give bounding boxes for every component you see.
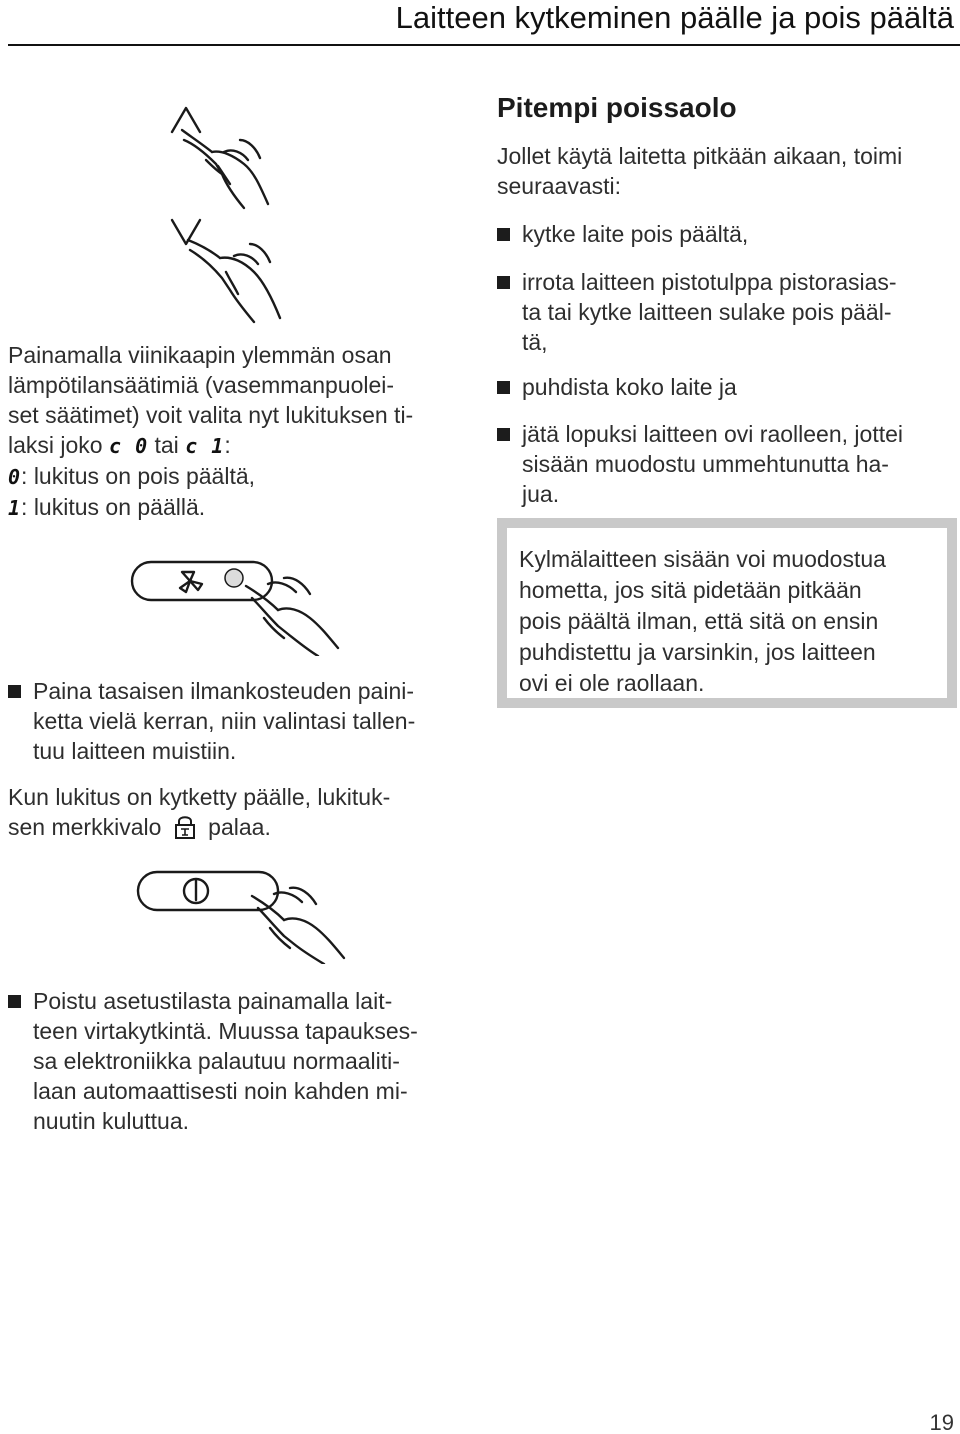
text-line: 0: lukitus on pois päältä, [8,463,256,489]
text-line: sa elektroniikka palautuu normaaliti- [33,1048,400,1074]
page-number: 19 [929,1410,954,1434]
text-line: Painamalla viinikaapin ylemmän osan [8,342,392,368]
text-line: irrota laitteen pistotulppa pistorasias- [522,269,897,295]
pointing-hand-icon [246,578,338,656]
text-line: Poistu asetustilasta painamalla lait- [33,988,393,1014]
bullet-icon [8,685,21,698]
title-divider [8,44,960,46]
absence-intro-paragraph [497,141,957,201]
text-line: pois päältä ilman, että sitä on ensin [519,608,879,634]
text-line: sisään muodostu ummehtunutta ha- [522,451,889,477]
text-line: Kylmälaitteen sisään voi muodostua [519,546,886,572]
indicator-light [225,569,243,587]
power-button-illustration [134,868,364,964]
bullet-icon [8,995,21,1008]
lock-indicator-paragraph [8,782,478,842]
lock-intro-paragraph [8,340,478,523]
humidity-button-illustration [128,556,358,656]
text-line: puhdistettu ja varsinkin, jos laitteen [519,639,876,665]
bullet-icon [497,428,510,441]
down-arrow-icon [172,220,200,244]
text-line: 1: lukitus on päällä. [8,494,206,520]
text-line: tä, [522,329,548,355]
display-code-c0: c 0 [108,434,149,458]
text-line: laksi joko c 0 tai c 1: [8,432,231,458]
text-line: nuutin kuluttua. [33,1108,190,1134]
text-line: ta tai kytke laitteen sulake pois pääl- [522,299,892,325]
bullet-icon [497,228,510,241]
bullet-icon [497,381,510,394]
text-line: tuu laitteen muistiin. [33,738,237,764]
list-item [497,219,957,249]
list-item [8,676,478,766]
warning-note-box [497,518,957,708]
text-line: sen merkkivalo palaa. [8,814,271,840]
text-line: teen virtakytkintä. Muussa tapaukses- [33,1018,418,1044]
text-line: Jollet käytä laitetta pitkään aikaan, toimi [497,143,903,169]
list-item [497,267,957,357]
text-line: jätä lopuksi laitteen ovi raolleen, jottei [522,421,904,447]
list-item [497,372,957,402]
list-item [8,986,478,1136]
page-title: Laitteen kytkeminen päälle ja pois päältä [395,0,954,35]
text-line: seuraavasti: [497,173,622,199]
pointing-hand-icon [188,240,280,322]
temperature-down-illustration [160,210,300,330]
display-code-c1: c 1 [185,434,225,458]
text-line: ketta vielä kerran, niin valintasi tallen- [33,708,416,734]
pointing-hand-icon [252,888,344,964]
display-code-0: 0 [8,465,22,489]
text-line: Kun lukitus on kytketty päälle, lukituk- [8,784,391,810]
text-line: lämpötilansäätimiä (vasemmanpuolei- [8,372,395,398]
text-line: ovi ei ole raollaan. [519,670,705,696]
text-line: set säätimet) voit valita nyt lukituksen ti- [8,402,414,428]
text-line: jua. [522,481,560,507]
text-line: kytke laite pois päältä, [522,221,749,247]
text-line: Paina tasaisen ilmankosteuden paini- [33,678,415,704]
section-heading: Pitempi poissaolo [497,92,737,123]
text-line: laan automaattisesti noin kahden mi- [33,1078,408,1104]
display-code-1: 1 [8,496,22,520]
lock-indicator-icon [172,814,198,840]
up-arrow-icon [172,108,200,132]
temperature-up-illustration [160,100,280,215]
text-line: puhdista koko laite ja [522,374,737,400]
bullet-icon [497,276,510,289]
list-item [497,419,957,509]
text-line: hometta, jos sitä pidetään pitkään [519,577,862,603]
pointing-hand-icon [182,130,268,208]
power-icon [184,879,208,903]
humidity-fan-icon [180,572,202,592]
